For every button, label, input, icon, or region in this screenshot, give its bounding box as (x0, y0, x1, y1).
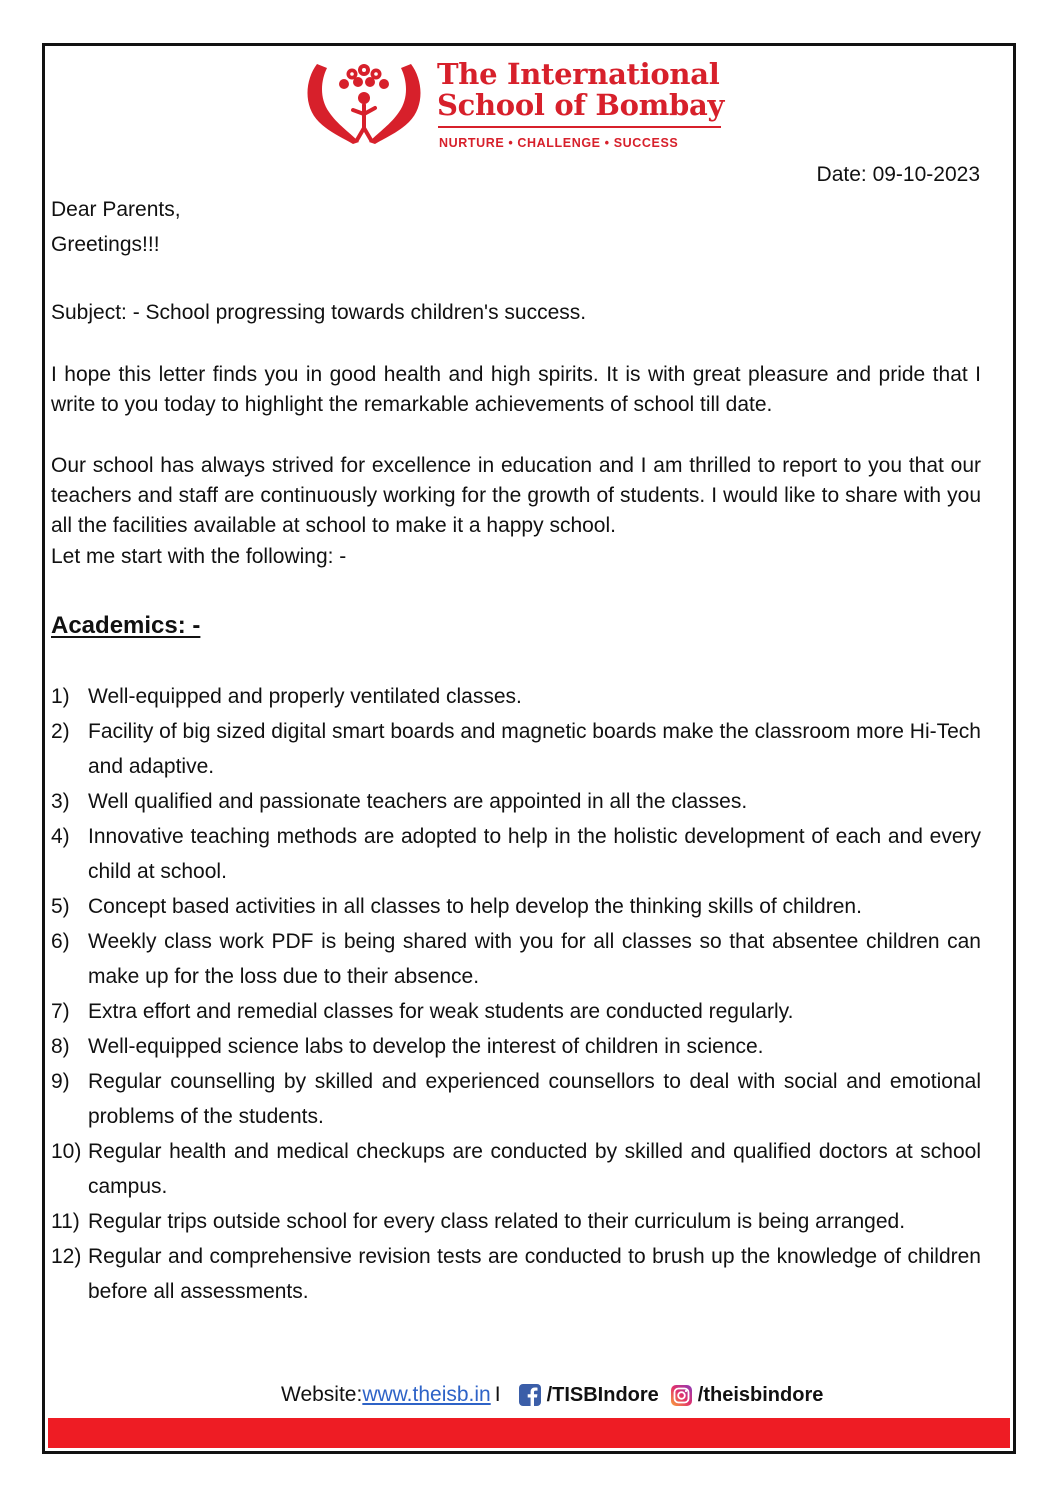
list-item (51, 679, 981, 714)
list-item (51, 1029, 981, 1064)
list-item (51, 784, 981, 819)
list-item-text: Regular health and medical checkups are conducted by skilled and qualified doctors at school campus. (88, 1140, 981, 1198)
list-item-text: Well-equipped science labs to develop the interest of children in science. (88, 1035, 764, 1058)
list-item-number: 8) (51, 1035, 70, 1058)
facebook-handle[interactable]: /TISBIndore (546, 1383, 659, 1406)
list-item-text: Regular trips outside school for every class related to their curriculum is being arranged. (88, 1210, 906, 1233)
list-item-text: Regular counselling by skilled and experienced counsellors to deal with social and emotional problems of the students. (88, 1070, 981, 1128)
footer-red-bar (48, 1418, 1010, 1448)
list-item (51, 889, 981, 924)
school-name-line2: School of Bombay (437, 88, 725, 122)
list-item-text: Concept based activities in all classes to help develop the thinking skills of children. (88, 895, 862, 918)
school-paragraph: Our school has always strived for excellence in education and I am thrilled to report to you that our teachers and staff are continuously working for the growth of students. I would like to share with you all the facilities available at school to make it a happy school. (51, 454, 981, 537)
list-item-number: 2) (51, 720, 70, 743)
salutation: Dear Parents, (51, 198, 181, 221)
list-item (51, 1204, 981, 1239)
footer (0, 1383, 1058, 1413)
list-item-text: Facility of big sized digital smart boards and magnetic boards make the classroom more Hi-Tech and adaptive. (88, 720, 981, 778)
list-item (51, 1239, 981, 1309)
logo-divider (438, 126, 721, 128)
list-item-number: 4) (51, 825, 70, 848)
school-logo (303, 58, 733, 158)
website-link[interactable]: www.theisb.in (362, 1383, 491, 1406)
list-item-number: 12) (51, 1245, 82, 1268)
instagram-handle[interactable]: /theisbindore (697, 1383, 824, 1406)
instagram-icon[interactable] (671, 1385, 692, 1406)
list-item-number: 7) (51, 1000, 70, 1023)
school-name (437, 59, 724, 121)
list-item-text: Weekly class work PDF is being shared with you for all classes so that absentee children can make up for the loss due to their absence. (88, 930, 981, 988)
list-item (51, 994, 981, 1029)
school-motto: NURTURE • CHALLENGE • SUCCESS (439, 136, 679, 150)
list-item-number: 3) (51, 790, 70, 813)
subject-line: Subject: - School progressing towards children's success. (51, 301, 587, 324)
intro-paragraph: I hope this letter finds you in good health and high spirits. It is with great pleasure and pride that I write to you today to highlight the remarkable achievements of school till date. (51, 363, 981, 416)
list-item-number: 9) (51, 1070, 70, 1093)
list-item (51, 1134, 981, 1204)
list-item-number: 10) (51, 1140, 82, 1163)
letter-date: Date: 09-10-2023 (816, 163, 980, 186)
list-item (51, 924, 981, 994)
tree-hands-logo-icon (303, 58, 425, 148)
list-item-text: Innovative teaching methods are adopted to help in the holistic development of each and every child at school. (88, 825, 981, 883)
list-intro: Let me start with the following: - (51, 545, 347, 568)
greeting: Greetings!!! (51, 233, 160, 256)
list-item-number: 5) (51, 895, 70, 918)
list-item (51, 819, 981, 889)
school-name-line1: The International (437, 57, 720, 91)
list-item (51, 1064, 981, 1134)
footer-separator: I (494, 1383, 501, 1406)
list-item-text: Extra effort and remedial classes for weak students are conducted regularly. (88, 1000, 794, 1023)
list-item-number: 6) (51, 930, 70, 953)
list-item (51, 714, 981, 784)
academics-list (51, 679, 981, 1309)
list-item-text: Regular and comprehensive revision tests are conducted to brush up the knowledge of children before all assessments. (88, 1245, 981, 1303)
list-item-text: Well-equipped and properly ventilated classes. (88, 685, 522, 708)
academics-heading: Academics: - (51, 612, 201, 639)
list-item-number: 11) (51, 1210, 80, 1233)
list-item-text: Well qualified and passionate teachers are appointed in all the classes. (88, 790, 748, 813)
list-item-number: 1) (51, 685, 70, 708)
facebook-icon[interactable] (519, 1384, 541, 1406)
website-label: Website: (281, 1383, 363, 1406)
